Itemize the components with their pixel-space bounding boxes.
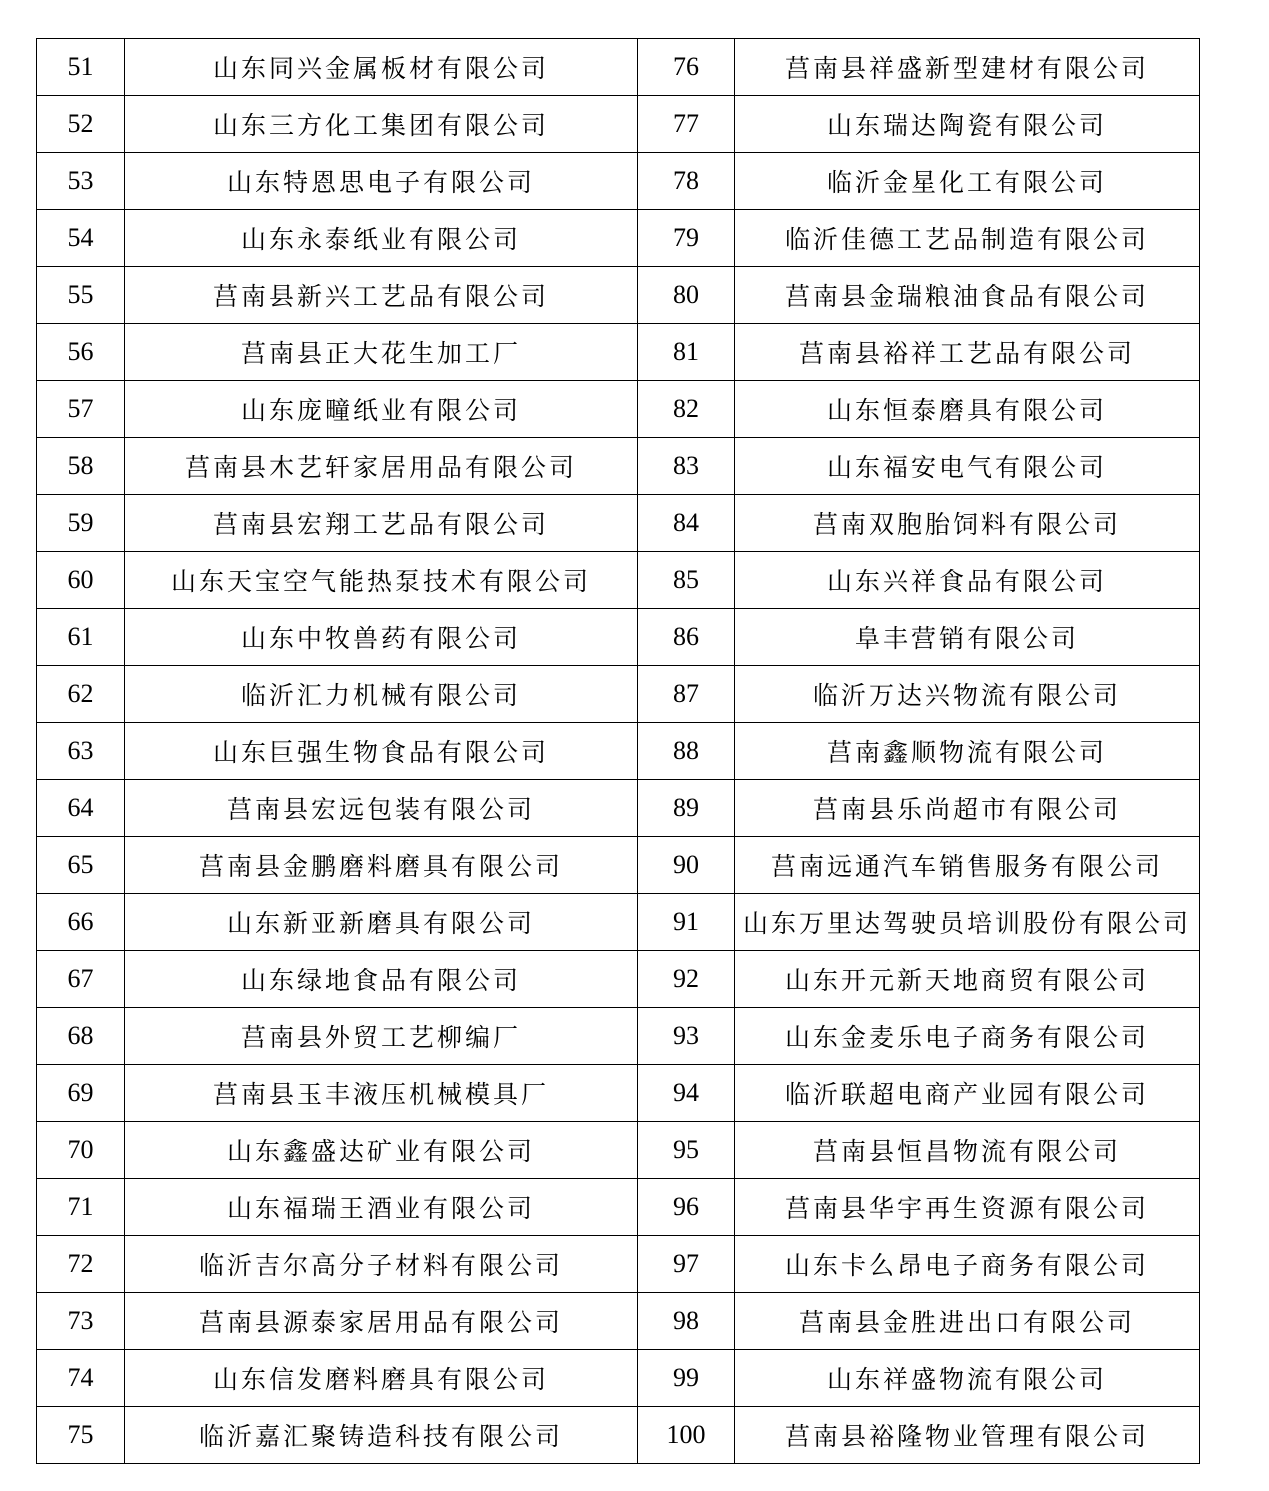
right-company-name-cell: 山东卡么昂电子商务有限公司 (735, 1236, 1200, 1293)
left-company-name-cell: 山东新亚新磨具有限公司 (125, 894, 638, 951)
table-row (37, 324, 1200, 381)
table-row (37, 96, 1200, 153)
right-number-cell: 76 (638, 39, 735, 96)
right-company-name-cell: 莒南县乐尚超市有限公司 (735, 780, 1200, 837)
left-number-cell: 61 (37, 609, 125, 666)
right-number-cell: 81 (638, 324, 735, 381)
left-number-cell: 64 (37, 780, 125, 837)
left-number-cell: 54 (37, 210, 125, 267)
right-company-name-cell: 山东瑞达陶瓷有限公司 (735, 96, 1200, 153)
table-row (37, 666, 1200, 723)
left-company-name-cell: 临沂嘉汇聚铸造科技有限公司 (125, 1407, 638, 1464)
left-number-cell: 71 (37, 1179, 125, 1236)
right-number-cell: 85 (638, 552, 735, 609)
right-number-cell: 89 (638, 780, 735, 837)
left-company-name-cell: 山东永泰纸业有限公司 (125, 210, 638, 267)
right-number-cell: 100 (638, 1407, 735, 1464)
table-row (37, 153, 1200, 210)
left-number-cell: 70 (37, 1122, 125, 1179)
left-company-name-cell: 山东三方化工集团有限公司 (125, 96, 638, 153)
right-company-name-cell: 阜丰营销有限公司 (735, 609, 1200, 666)
table-row (37, 381, 1200, 438)
right-company-name-cell: 莒南县华宇再生资源有限公司 (735, 1179, 1200, 1236)
table-row (37, 267, 1200, 324)
table-row (37, 780, 1200, 837)
left-number-cell: 74 (37, 1350, 125, 1407)
left-number-cell: 72 (37, 1236, 125, 1293)
left-number-cell: 69 (37, 1065, 125, 1122)
left-company-name-cell: 莒南县新兴工艺品有限公司 (125, 267, 638, 324)
table-row (37, 495, 1200, 552)
right-number-cell: 80 (638, 267, 735, 324)
table-row (37, 39, 1200, 96)
right-number-cell: 86 (638, 609, 735, 666)
right-company-name-cell: 莒南远通汽车销售服务有限公司 (735, 837, 1200, 894)
table-row (37, 951, 1200, 1008)
left-company-name-cell: 山东天宝空气能热泵技术有限公司 (125, 552, 638, 609)
left-number-cell: 67 (37, 951, 125, 1008)
left-number-cell: 53 (37, 153, 125, 210)
table-row (37, 1122, 1200, 1179)
right-company-name-cell: 临沂联超电商产业园有限公司 (735, 1065, 1200, 1122)
left-number-cell: 68 (37, 1008, 125, 1065)
right-number-cell: 90 (638, 837, 735, 894)
table-row (37, 1407, 1200, 1464)
left-number-cell: 58 (37, 438, 125, 495)
left-company-name-cell: 山东庞疃纸业有限公司 (125, 381, 638, 438)
left-company-name-cell: 山东信发磨料磨具有限公司 (125, 1350, 638, 1407)
left-number-cell: 57 (37, 381, 125, 438)
table-row (37, 837, 1200, 894)
company-list-table (36, 38, 1200, 1464)
table-row (37, 438, 1200, 495)
right-company-name-cell: 山东祥盛物流有限公司 (735, 1350, 1200, 1407)
right-company-name-cell: 莒南县祥盛新型建材有限公司 (735, 39, 1200, 96)
right-number-cell: 82 (638, 381, 735, 438)
right-company-name-cell: 山东福安电气有限公司 (735, 438, 1200, 495)
left-number-cell: 51 (37, 39, 125, 96)
right-number-cell: 91 (638, 894, 735, 951)
right-company-name-cell: 莒南县裕祥工艺品有限公司 (735, 324, 1200, 381)
left-number-cell: 52 (37, 96, 125, 153)
left-company-name-cell: 临沂汇力机械有限公司 (125, 666, 638, 723)
left-number-cell: 65 (37, 837, 125, 894)
right-number-cell: 97 (638, 1236, 735, 1293)
left-company-name-cell: 莒南县金鹏磨料磨具有限公司 (125, 837, 638, 894)
left-company-name-cell: 山东鑫盛达矿业有限公司 (125, 1122, 638, 1179)
right-number-cell: 78 (638, 153, 735, 210)
right-company-name-cell: 山东恒泰磨具有限公司 (735, 381, 1200, 438)
right-company-name-cell: 临沂佳德工艺品制造有限公司 (735, 210, 1200, 267)
left-number-cell: 60 (37, 552, 125, 609)
right-company-name-cell: 莒南县裕隆物业管理有限公司 (735, 1407, 1200, 1464)
table-row (37, 1236, 1200, 1293)
company-list-body (37, 39, 1200, 1464)
right-company-name-cell: 山东开元新天地商贸有限公司 (735, 951, 1200, 1008)
left-company-name-cell: 莒南县宏翔工艺品有限公司 (125, 495, 638, 552)
right-company-name-cell: 山东金麦乐电子商务有限公司 (735, 1008, 1200, 1065)
left-company-name-cell: 莒南县宏远包装有限公司 (125, 780, 638, 837)
left-company-name-cell: 山东中牧兽药有限公司 (125, 609, 638, 666)
left-company-name-cell: 山东特恩思电子有限公司 (125, 153, 638, 210)
right-number-cell: 92 (638, 951, 735, 1008)
right-number-cell: 99 (638, 1350, 735, 1407)
table-row (37, 1008, 1200, 1065)
right-company-name-cell: 莒南县金瑞粮油食品有限公司 (735, 267, 1200, 324)
table-row (37, 609, 1200, 666)
left-number-cell: 75 (37, 1407, 125, 1464)
right-number-cell: 79 (638, 210, 735, 267)
right-number-cell: 88 (638, 723, 735, 780)
table-row (37, 1293, 1200, 1350)
left-company-name-cell: 莒南县玉丰液压机械模具厂 (125, 1065, 638, 1122)
right-number-cell: 84 (638, 495, 735, 552)
right-number-cell: 98 (638, 1293, 735, 1350)
right-company-name-cell: 山东万里达驾驶员培训股份有限公司 (735, 894, 1200, 951)
table-row (37, 1179, 1200, 1236)
left-company-name-cell: 山东同兴金属板材有限公司 (125, 39, 638, 96)
left-number-cell: 62 (37, 666, 125, 723)
left-number-cell: 63 (37, 723, 125, 780)
left-number-cell: 73 (37, 1293, 125, 1350)
right-number-cell: 95 (638, 1122, 735, 1179)
right-company-name-cell: 临沂万达兴物流有限公司 (735, 666, 1200, 723)
left-number-cell: 59 (37, 495, 125, 552)
left-number-cell: 55 (37, 267, 125, 324)
table-row (37, 1065, 1200, 1122)
right-number-cell: 94 (638, 1065, 735, 1122)
left-number-cell: 66 (37, 894, 125, 951)
left-number-cell: 56 (37, 324, 125, 381)
left-company-name-cell: 莒南县源泰家居用品有限公司 (125, 1293, 638, 1350)
right-number-cell: 93 (638, 1008, 735, 1065)
right-company-name-cell: 莒南双胞胎饲料有限公司 (735, 495, 1200, 552)
right-company-name-cell: 莒南县金胜进出口有限公司 (735, 1293, 1200, 1350)
right-company-name-cell: 莒南鑫顺物流有限公司 (735, 723, 1200, 780)
right-company-name-cell: 莒南县恒昌物流有限公司 (735, 1122, 1200, 1179)
left-company-name-cell: 山东绿地食品有限公司 (125, 951, 638, 1008)
right-company-name-cell: 临沂金星化工有限公司 (735, 153, 1200, 210)
table-row (37, 894, 1200, 951)
table-row (37, 210, 1200, 267)
table-row (37, 552, 1200, 609)
left-company-name-cell: 莒南县外贸工艺柳编厂 (125, 1008, 638, 1065)
left-company-name-cell: 临沂吉尔高分子材料有限公司 (125, 1236, 638, 1293)
left-company-name-cell: 山东福瑞王酒业有限公司 (125, 1179, 638, 1236)
table-row (37, 723, 1200, 780)
right-number-cell: 77 (638, 96, 735, 153)
right-number-cell: 83 (638, 438, 735, 495)
table-row (37, 1350, 1200, 1407)
right-company-name-cell: 山东兴祥食品有限公司 (735, 552, 1200, 609)
right-number-cell: 96 (638, 1179, 735, 1236)
left-company-name-cell: 莒南县正大花生加工厂 (125, 324, 638, 381)
left-company-name-cell: 山东巨强生物食品有限公司 (125, 723, 638, 780)
left-company-name-cell: 莒南县木艺轩家居用品有限公司 (125, 438, 638, 495)
right-number-cell: 87 (638, 666, 735, 723)
